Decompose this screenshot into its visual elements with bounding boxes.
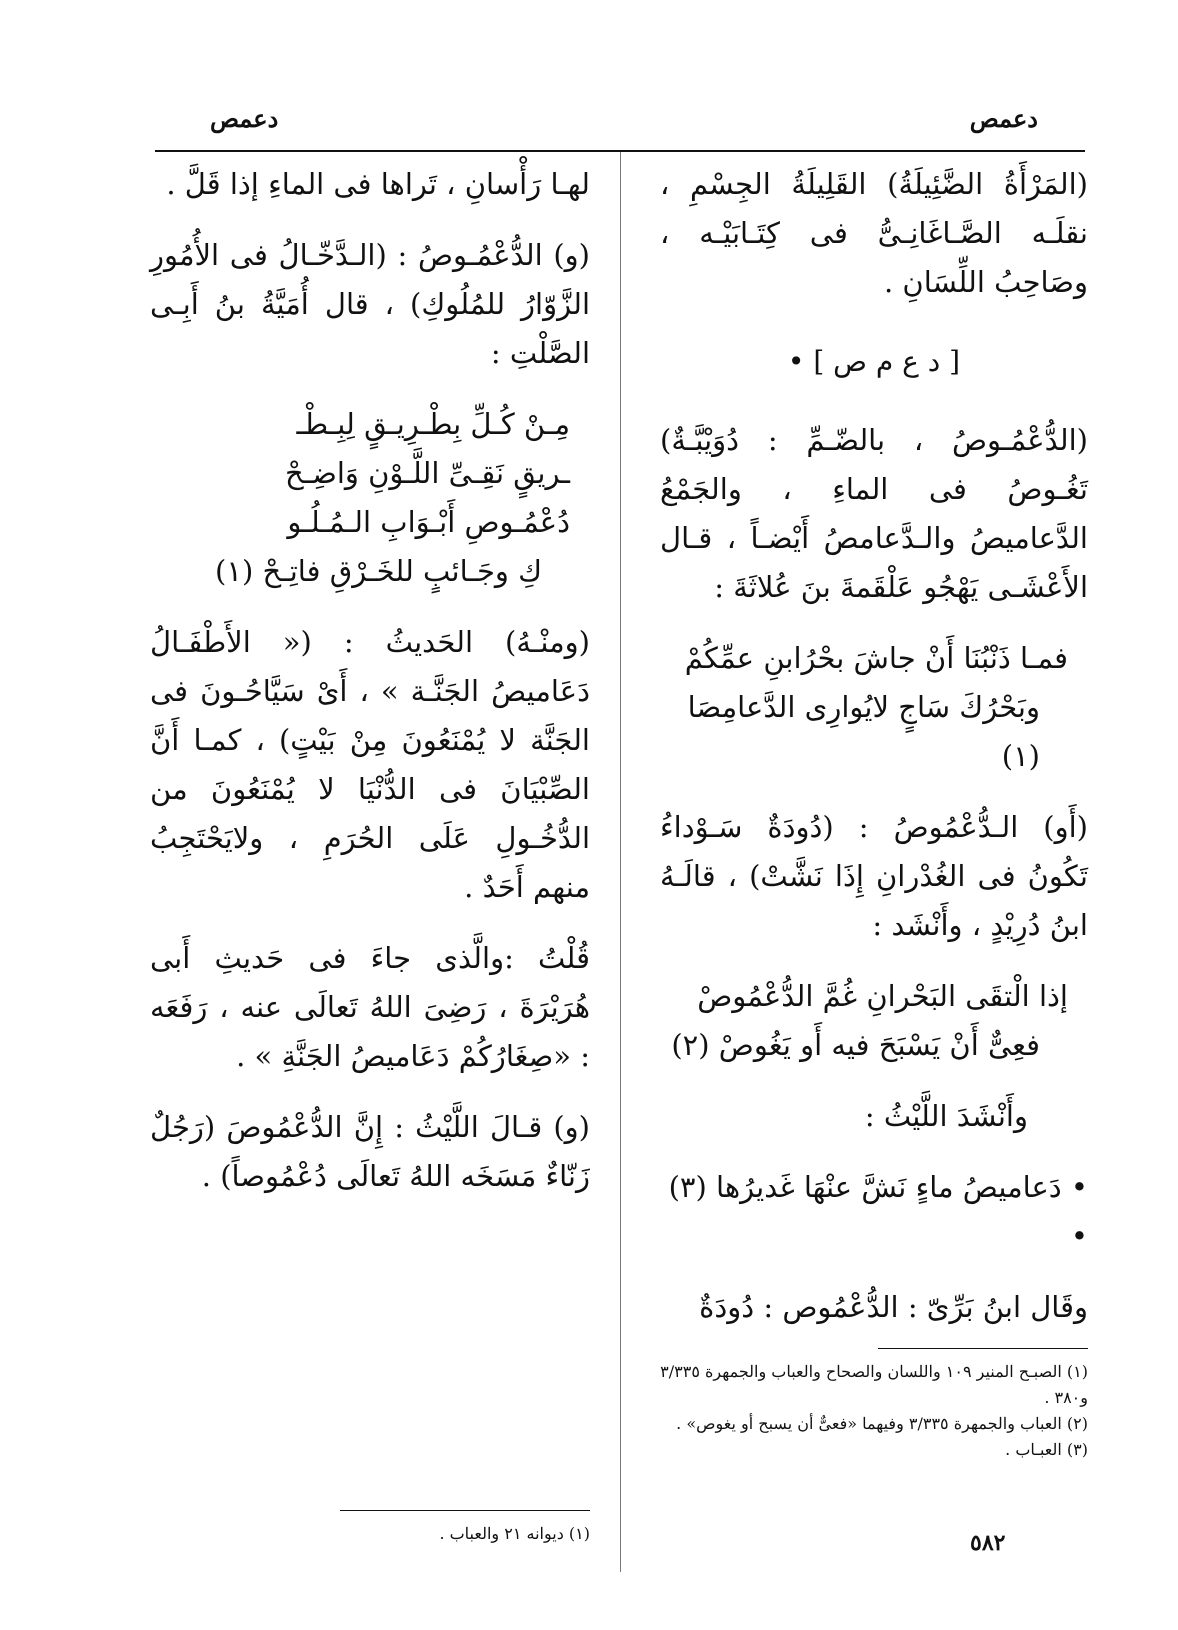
footnote-1: (١) الصبـح المنير ١٠٩ واللسان والصحاح والعباب والجمهرة ٣/٣٣٥ و٣٨٠ .: [660, 1362, 1088, 1407]
column-divider: [620, 152, 621, 1572]
left-paragraph-1: لهـا رَأْسانِ ، تَراها فى الماءِ إذا قَلَّ .: [166, 167, 590, 201]
left-paragraph-5: (و) قـالَ اللَّيْثُ : إِنَّ الدُّعْمُوصَ (رَجُلٌ زَنّاءٌ مَسَخَه اللهُ تَعالَى دُعْمُوصاً) .: [150, 1110, 590, 1193]
verse-line: فمـا ذَنْبُنَا أَنْ جاشَ بحْرُابنِ عمِّكُمْ: [684, 641, 1068, 675]
verse-line: مِـنْ كُـلِّ بِطْـرِيـقٍ لِبِـطْـ: [296, 407, 570, 441]
verse-line: ـريقٍ نَقِـىِّ اللَّـوْنِ وَاضِـحْ: [285, 456, 570, 490]
verse-block-1: [660, 634, 1088, 781]
verse-line: • دَعاميصُ ماءٍ نَشَّ عنْهَا غَديرُها (٣) •: [668, 1170, 1088, 1253]
right-paragraph-1: (المَرْأَةُ الضَّئِيلَةُ) القَلِيلَةُ الجِسْمِ ، نقلَـه الصَّـاغَانِـىُّ فى كِتَـابَيْـه ، وصَاحِبُ اللِّسَانِ .: [660, 167, 1088, 299]
footnote-3: (٣) العبـاب .: [1005, 1440, 1088, 1459]
verse-block-4: [150, 400, 590, 596]
verse-line: دُعْمُـوصِ أَبْـوَابِ الـمُـلُـو: [287, 505, 570, 539]
footnote-2: (٢) العباب والجمهرة ٣/٣٣٥ وفيهما «فعىٌّ أن يسبح أو يغوص» .: [676, 1414, 1088, 1433]
footnote-rule: [340, 1510, 590, 1511]
left-paragraph-4: قُلْتُ :والَّذى جاءَ فى حَديثِ أَبى هُرَيْرَةَ ، رَضِىَ اللهُ تَعالَى عنه ، رَفَعَه : «صِغَارُكُمْ دَعَاميصُ الجَنَّةِ » .: [150, 941, 590, 1073]
right-paragraph-3: (أَو) الـدُّعْمُوصُ : (دُودَةٌ سَـوْداءُ تَكُونُ فى الغُدْرانِ إِذَا نَشَّتْ) ، قالَـهُ ابنُ دُرِيْدٍ ، وأَنْشَد :: [660, 810, 1088, 942]
left-column: [150, 160, 590, 1223]
verse-line: وبَحْرُكَ سَاجٍ لايُوارِى الدَّعامِصَا (١): [687, 690, 1040, 773]
left-paragraph-2: (و) الدُّعْمُـوصُ : (الـدَّخّـالُ فى الأُمُورِ الزَّوّارُ للمُلُوكِ) ، قال أُمَيَّةُ بنُ أَبِـى الصَّلْتِ :: [150, 238, 590, 370]
verse-line: إذا الْتقَى البَحْرانِ غُمَّ الدُّعْمُوصْ: [697, 979, 1068, 1013]
verse-block-2: [660, 972, 1088, 1070]
entry-heading: [ د ع م ص ] •: [787, 345, 961, 378]
verse-block-3: [660, 1163, 1088, 1261]
running-head-right: دعمص: [969, 104, 1038, 133]
right-column: [660, 160, 1088, 1354]
right-paragraph-5: وقَال ابنُ بَرِّىّ : الدُّعْمُوص : دُودَةٌ: [699, 1290, 1088, 1324]
right-footnotes: [660, 1338, 1088, 1463]
running-head-left: دعمص: [210, 104, 279, 133]
verse-line: فعِىٌّ أَنْ يَسْبَحَ فيه أَو يَغُوصْ (٢): [671, 1028, 1040, 1062]
left-paragraph-3: (ومنْـهُ) الحَديثُ : (« الأَطْفَـالُ دَعَاميصُ الجَنَّـة » ، أَىْ سَيَّاحُـونَ فى الجَنَّة لا يُمْنَعُونَ مِنْ بَيْتٍ) ، كمـا أَنَّ الصِّبْيَانَ فى الدُّنْيَا لا يُمْنَعُونَ من الدُّخُـولِ عَلَى الحُرَمِ ، ولايَحْتَجِبُ منهم أَحَدٌ .: [150, 625, 590, 904]
page-number: ٥٨٢: [970, 1530, 1006, 1556]
right-paragraph-4: وأَنْشَدَ اللَّيْثُ :: [864, 1099, 1028, 1133]
left-footnotes: [340, 1500, 590, 1547]
footnote-rule: [878, 1348, 1088, 1349]
verse-line: كِ وجَـائبٍ للخَـرْقِ فاتِـحْ (١): [215, 554, 542, 588]
footnote-1: (١) ديوانه ٢١ والعباب .: [439, 1524, 590, 1543]
right-paragraph-2: (الدُّعْمُـوصُ ، بالضّـمِّ : دُوَيْبَّـةٌ) تَغُـوصُ فى الماءِ ، والجَمْعُ الدَّعاميصُ والـدَّعامصُ أَيْضـاً ، قـال الأَعْشَـى يَهْجُو عَلْقَمةَ بنَ عُلاثَةَ :: [660, 423, 1088, 604]
